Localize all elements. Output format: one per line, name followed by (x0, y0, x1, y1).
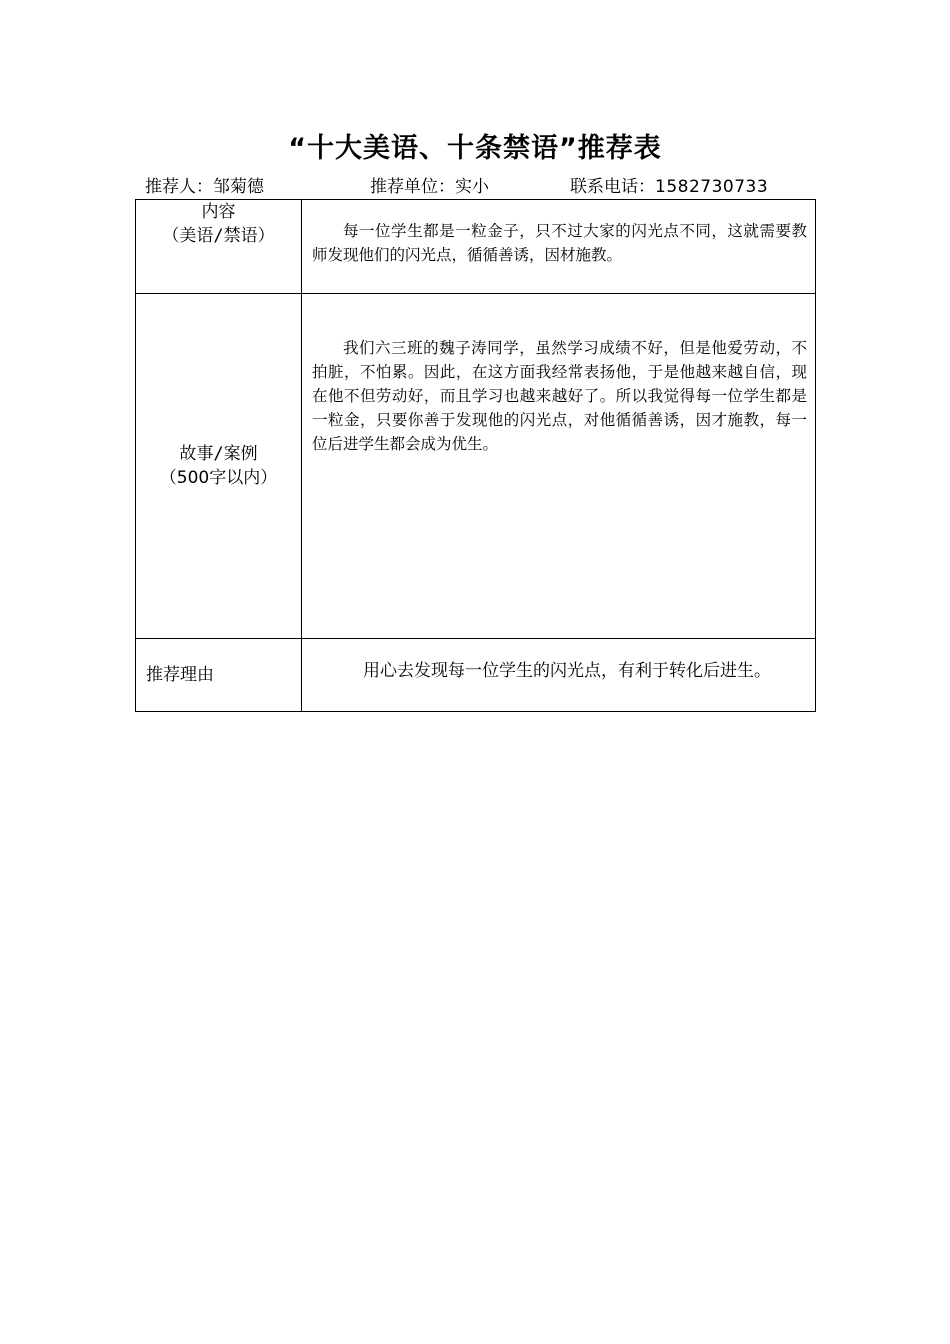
content-text-cell (302, 200, 816, 294)
contact-phone-field (570, 175, 768, 199)
story-text-cell (302, 294, 816, 639)
recommending-unit-field: 推荐单位：实小 (370, 177, 489, 197)
reason-text: 用心去发现每一位学生的闪光点，有利于转化后进生。 (363, 661, 771, 681)
content-label-cell (136, 200, 302, 294)
story-label-cell (136, 294, 302, 639)
story-label-number: 500 (176, 468, 210, 488)
recommender-field: 推荐人：邹菊德 (145, 177, 264, 197)
table-row-content (136, 200, 816, 294)
story-label-line2 (136, 466, 301, 490)
content-label-line2: （美语/禁语） (162, 226, 275, 246)
table-row-story (136, 294, 816, 639)
story-label-paren: （ (159, 468, 177, 488)
content-text: 每一位学生都是一粒金子，只不过大家的闪光点不同，这就需要教师发现他们的闪光点，循循善诱，因材施教。 (312, 221, 807, 264)
story-label-line1: 故事/案例 (179, 444, 258, 464)
content-label-line1: 内容 (201, 202, 236, 222)
recommendation-form-table (135, 199, 816, 712)
table-row-reason (136, 639, 816, 712)
phone-label: 联系电话： (570, 177, 655, 197)
story-text: 我们六三班的魏子涛同学，虽然学习成绩不好，但是他爱劳动，不拍脏，不怕累。因此，在这方面我经常表扬他，于是他越来越自信，现在他不但劳动好，而且学习也越来越好了。所以我觉得每一位学生都是一粒金，只要你善于发现他的闪光点，对他循循善诱，因才施教，每一位后进学生都会成为优生。 (312, 339, 807, 453)
phone-number: 1582730733 (655, 177, 769, 197)
story-label-rest: 字以内） (209, 468, 278, 488)
reason-label-cell: 推荐理由 (136, 639, 302, 712)
header-info-row (135, 175, 825, 199)
reason-text-cell (302, 639, 816, 712)
document-title: “十大美语、十条禁语”推荐表 (288, 133, 662, 164)
